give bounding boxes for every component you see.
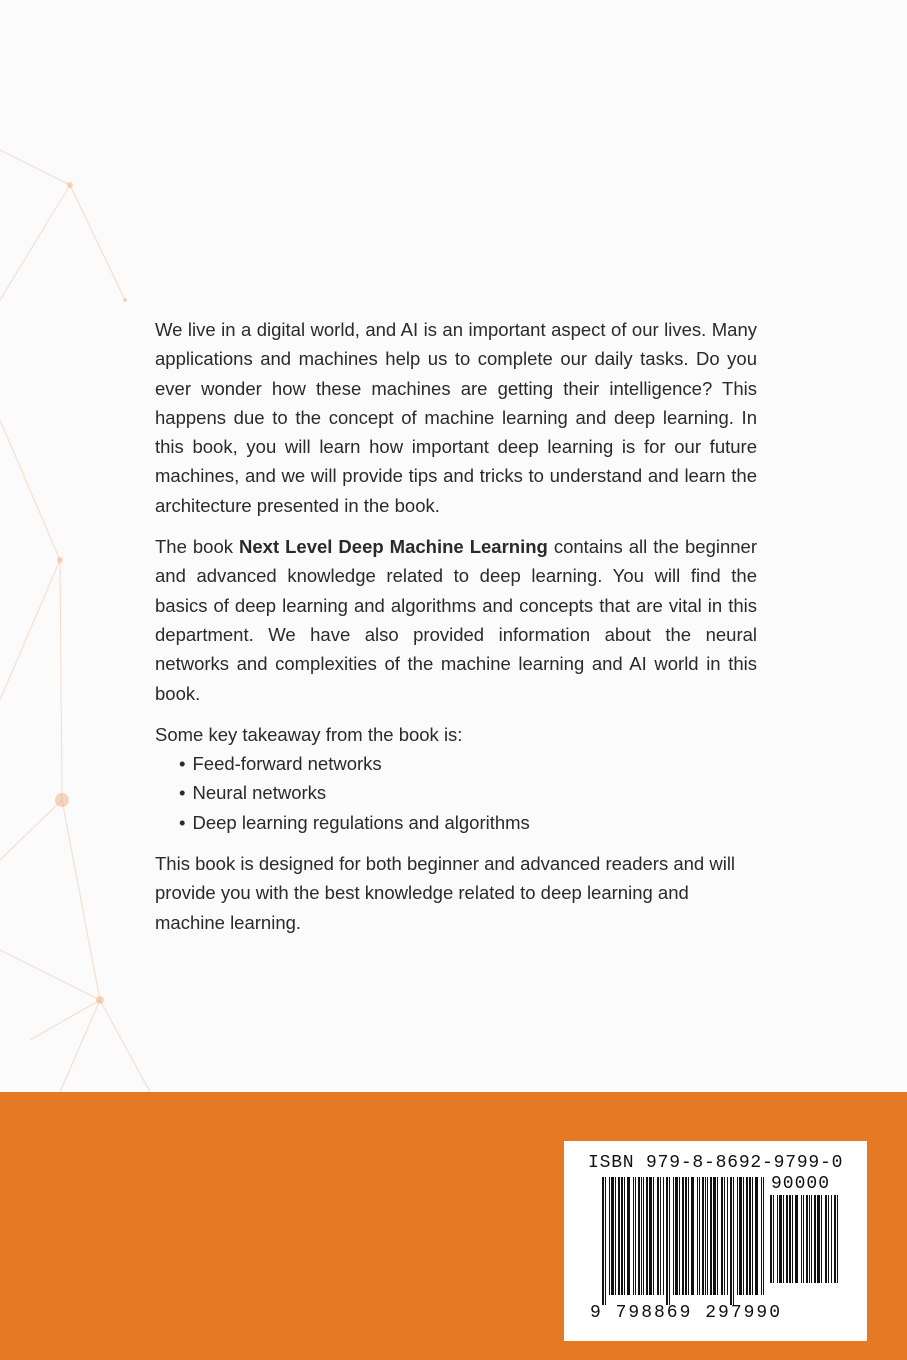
barcode-bar — [773, 1195, 774, 1283]
intro-paragraph: We live in a digital world, and AI is an important aspect of our lives. Many applications and machines help us to complete our daily tasks. Do you ever wonder how these machines are getting their intelligence? This happens due to the concept of machine learning and deep learning. In this book, you will learn how important deep learning is for our future machines, and we will provide tips and tricks to understand and learn the architecture presented in the book. — [155, 319, 757, 516]
barcode-bar — [679, 1177, 680, 1295]
barcode-bar — [618, 1177, 620, 1295]
book-summary-paragraph — [155, 532, 757, 708]
barcode-bar — [761, 1177, 762, 1295]
barcode-bar — [801, 1195, 802, 1283]
barcode-bar — [727, 1177, 728, 1295]
summary-prefix: The book — [155, 536, 240, 558]
barcode-bar — [702, 1177, 704, 1295]
list-item: • Feed-forward networks — [179, 749, 757, 778]
closing-paragraph: This book is designed for both beginner and advanced readers and will provide you with the best knowledge related to deep learning and machine learning. — [155, 853, 736, 933]
barcode-bar — [638, 1177, 640, 1295]
barcode-bar — [621, 1177, 623, 1295]
barcode-bar — [697, 1177, 698, 1295]
barcode-bar — [717, 1177, 718, 1295]
barcode-bar — [657, 1177, 659, 1295]
barcode-bar — [609, 1177, 610, 1295]
barcode-bar — [721, 1177, 723, 1295]
barcode-bar — [792, 1195, 793, 1283]
barcode-bar — [627, 1177, 630, 1295]
isbn-barcode-box — [564, 1141, 867, 1341]
barcode-bar — [825, 1195, 827, 1283]
barcode-bar — [669, 1177, 670, 1305]
barcode-bar — [831, 1195, 832, 1283]
barcode-bar — [685, 1177, 687, 1295]
barcode-bar — [746, 1177, 748, 1295]
barcode-bar — [755, 1177, 758, 1295]
barcode-bar — [699, 1177, 700, 1295]
barcode-bar — [649, 1177, 652, 1295]
barcode-bar — [615, 1177, 616, 1295]
barcode-bar — [653, 1177, 654, 1295]
barcode-bar — [743, 1177, 744, 1295]
list-item: • Neural networks — [179, 778, 757, 807]
barcode-bar — [803, 1195, 804, 1283]
barcode-bar — [737, 1177, 738, 1295]
takeaways-section — [155, 720, 757, 837]
barcode-bar — [828, 1195, 829, 1283]
barcode-bar — [789, 1195, 791, 1283]
barcode-bar — [779, 1195, 782, 1283]
barcode-bar — [730, 1177, 732, 1305]
barcode-bar — [834, 1195, 836, 1283]
barcode-bar — [821, 1195, 822, 1283]
barcode-bar — [691, 1177, 694, 1295]
barcode-bar — [624, 1177, 625, 1295]
barcode-bar — [713, 1177, 716, 1295]
barcode-bar — [724, 1177, 725, 1295]
barcode-bar — [643, 1177, 644, 1295]
barcode-bar — [783, 1195, 784, 1283]
barcode-bar — [682, 1177, 684, 1295]
barcode-bar — [660, 1177, 661, 1295]
takeaways-intro: Some key takeaway from the book is: — [155, 723, 463, 745]
back-cover-description — [155, 315, 757, 949]
barcode-bar — [675, 1177, 678, 1295]
barcode-bar — [646, 1177, 648, 1295]
price-code: 90000 — [771, 1174, 831, 1194]
barcode-bar — [817, 1195, 820, 1283]
barcode-bar — [673, 1177, 674, 1295]
barcode-bar — [811, 1195, 812, 1283]
barcode-bar — [837, 1195, 838, 1283]
barcode-bar — [739, 1177, 742, 1295]
barcode-bar — [641, 1177, 642, 1295]
isbn-label: ISBN 979-8-8692-9799-0 — [588, 1153, 844, 1173]
barcode-bar — [611, 1177, 614, 1295]
barcode-bar — [705, 1177, 706, 1295]
barcode-bar — [663, 1177, 664, 1295]
barcode-bar — [605, 1177, 606, 1305]
book-title: Next Level Deep Machine Learning — [239, 536, 548, 558]
list-item: • Deep learning regulations and algorithms — [179, 808, 757, 837]
summary-suffix: contains all the beginner and advanced knowledge related to deep learning. You will find the basics of deep learning and algorithms and concepts that are vital in this department. We have also provided information about the neural networks and complexities of the machine learning and AI world in this book. — [155, 536, 757, 704]
barcode-bar — [795, 1195, 798, 1283]
barcode-bar — [806, 1195, 808, 1283]
barcode-bar — [749, 1177, 751, 1295]
barcode-bar — [763, 1177, 764, 1295]
barcode-bar — [635, 1177, 636, 1295]
barcode-bar — [710, 1177, 712, 1295]
barcode-bar — [770, 1195, 772, 1283]
ean-digits: 9 798869 297990 — [590, 1303, 783, 1323]
barcode-bar — [752, 1177, 753, 1295]
barcode-bar — [733, 1177, 734, 1305]
barcode-bar — [688, 1177, 689, 1295]
barcode-bar — [666, 1177, 668, 1305]
barcode-bar — [602, 1177, 604, 1305]
ean-barcode-bars — [602, 1177, 766, 1307]
barcode-bar — [814, 1195, 816, 1283]
takeaways-list — [155, 749, 757, 837]
barcode-bar — [777, 1195, 778, 1283]
barcode-bar — [633, 1177, 634, 1295]
addon-barcode-bars — [770, 1195, 842, 1295]
barcode-bar — [786, 1195, 788, 1283]
barcode-bar — [809, 1195, 810, 1283]
barcode-bar — [707, 1177, 708, 1295]
